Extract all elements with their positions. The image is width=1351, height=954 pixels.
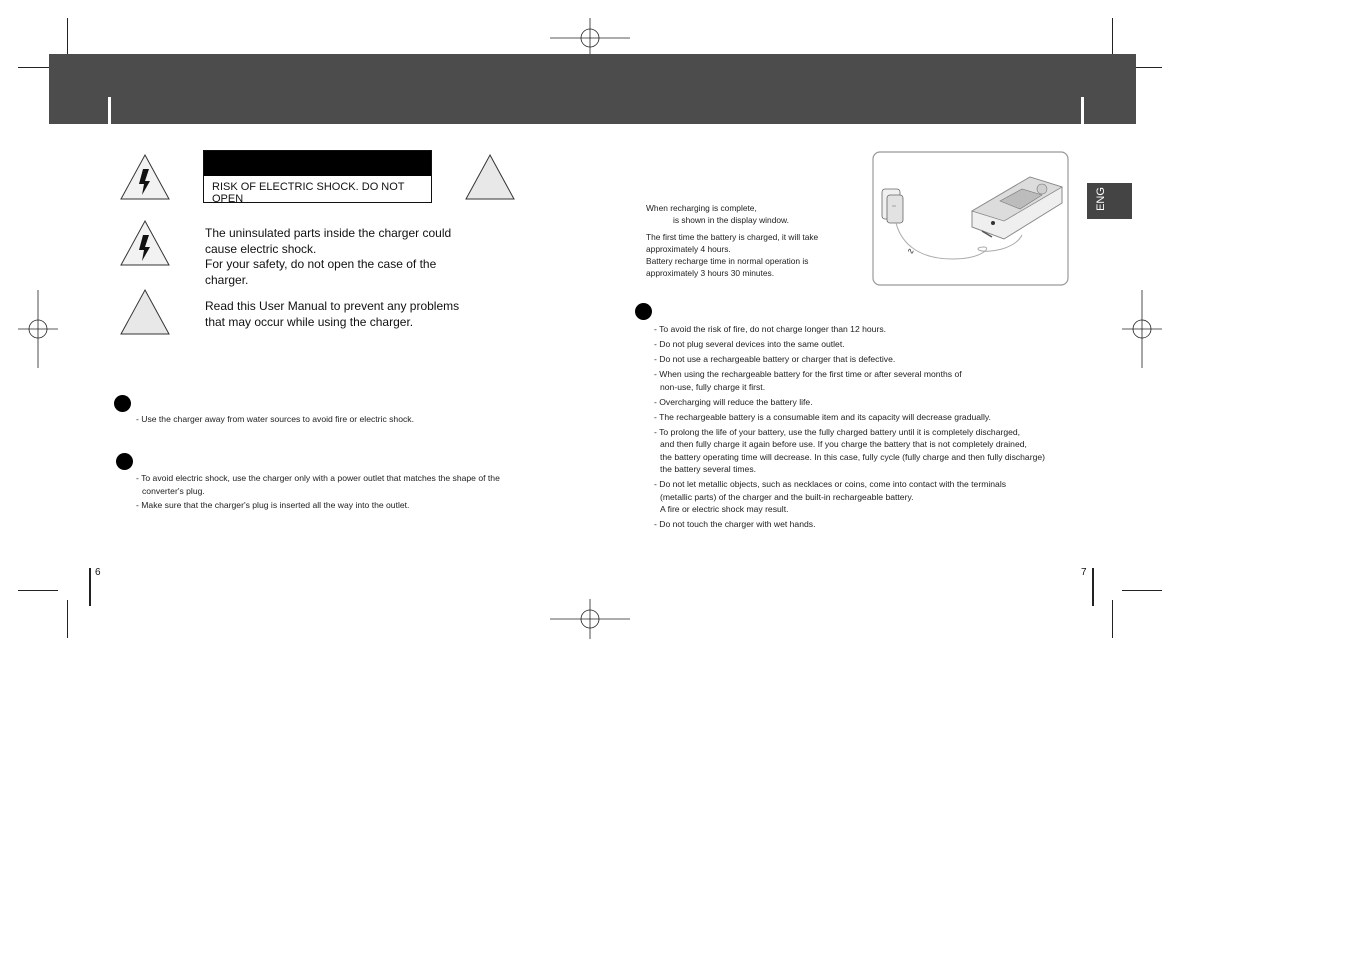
page-edge-mark xyxy=(89,568,91,606)
text-line: is shown in the display window. xyxy=(673,215,789,225)
battery-precautions-list xyxy=(654,323,1094,531)
outlet-warning-list xyxy=(136,472,556,512)
list-item: - Overcharging will reduce the battery life. xyxy=(654,396,813,407)
header-bar xyxy=(49,54,1136,124)
registration-mark-right xyxy=(1122,290,1162,368)
crop-mark xyxy=(67,600,68,638)
manual-warning-text xyxy=(205,299,475,330)
caution-triangle-icon xyxy=(464,153,516,201)
page-number-right: 7 xyxy=(1081,567,1087,578)
text-line: charger. xyxy=(205,272,249,287)
list-item: converter's plug. xyxy=(142,485,205,496)
registration-mark-top xyxy=(550,18,630,58)
crop-mark xyxy=(1112,18,1113,58)
text-line: Read this User Manual to prevent any problems xyxy=(205,299,460,313)
list-item: - Make sure that the charger's plug is inserted all the way into the outlet. xyxy=(136,500,410,511)
water-warning-list xyxy=(136,413,556,426)
page-edge-mark xyxy=(1092,568,1094,606)
list-item: - To avoid the risk of fire, do not charge longer than 12 hours. xyxy=(654,324,887,334)
text-line: that may occur while using the charger. xyxy=(205,314,414,329)
header-divider xyxy=(108,97,111,125)
list-item: - Do not plug several devices into the same outlet. xyxy=(654,338,845,349)
section-bullet xyxy=(116,453,133,470)
list-item: - When using the rechargeable battery for the first time or after several months of xyxy=(654,368,962,379)
lightning-warning-icon xyxy=(119,219,171,267)
text-line: approximately 3 hours 30 minutes. xyxy=(646,268,775,278)
caution-box xyxy=(203,150,432,203)
caution-label: RISK OF ELECTRIC SHOCK. DO NOT OPEN xyxy=(212,181,405,205)
registration-mark-bottom xyxy=(550,599,630,639)
caution-triangle-icon xyxy=(119,288,171,336)
crop-mark xyxy=(1112,600,1113,638)
section-bullet xyxy=(635,303,652,320)
list-item: - Do not use a rechargeable battery or charger that is defective. xyxy=(654,353,896,364)
charger-illustration xyxy=(872,151,1070,287)
lightning-warning-icon xyxy=(119,153,171,201)
text-line: The first time the battery is charged, it will take xyxy=(646,232,819,242)
language-tab-label: ENG xyxy=(1094,187,1107,211)
text-line: The uninsulated parts inside the charger could xyxy=(205,226,452,240)
crop-mark xyxy=(67,18,68,58)
section-bullet xyxy=(114,395,131,412)
list-item: and then fully charge it again before use. If you charge the battery that is not completely drained, xyxy=(660,439,1027,450)
text-line: When recharging is complete, xyxy=(646,203,757,213)
list-item: - Do not touch the charger with wet hands. xyxy=(654,519,816,530)
list-item: - Use the charger away from water sources to avoid fire or electric shock. xyxy=(136,414,414,424)
list-item: - To avoid electric shock, use the charger only with a power outlet that matches the shape of the xyxy=(136,473,500,483)
registration-mark-left xyxy=(18,290,58,368)
list-item: A fire or electric shock may result. xyxy=(660,504,789,515)
text-line: For your safety, do not open the case of the xyxy=(205,257,437,271)
crop-mark xyxy=(18,590,58,591)
list-item: the battery operating time will decrease. In this case, fully cycle (fully charge and then fully discharge) xyxy=(660,451,1045,462)
list-item: (metallic parts) of the charger and the built-in rechargeable battery. xyxy=(660,491,914,502)
text-line: cause electric shock. xyxy=(205,241,317,256)
list-item: - Do not let metallic objects, such as necklaces or coins, come into contact with the terminals xyxy=(654,479,1007,490)
list-item: - The rechargeable battery is a consumable item and its capacity will decrease gradually. xyxy=(654,411,991,422)
shock-warning-text xyxy=(205,226,465,288)
language-tab xyxy=(1087,183,1132,219)
list-item: - To prolong the life of your battery, use the fully charged battery until it is completely discharged, xyxy=(654,426,1021,437)
header-divider xyxy=(1081,97,1084,125)
crop-mark xyxy=(1122,590,1162,591)
svg-text:∿: ∿ xyxy=(907,247,915,257)
caution-banner xyxy=(204,151,431,176)
page-number-left: 6 xyxy=(95,567,101,578)
text-line: Battery recharge time in normal operation is xyxy=(646,256,809,266)
text-line: approximately 4 hours. xyxy=(646,244,731,254)
list-item: the battery several times. xyxy=(660,464,757,475)
list-item: non-use, fully charge it first. xyxy=(660,381,766,392)
recharge-info xyxy=(646,202,846,279)
